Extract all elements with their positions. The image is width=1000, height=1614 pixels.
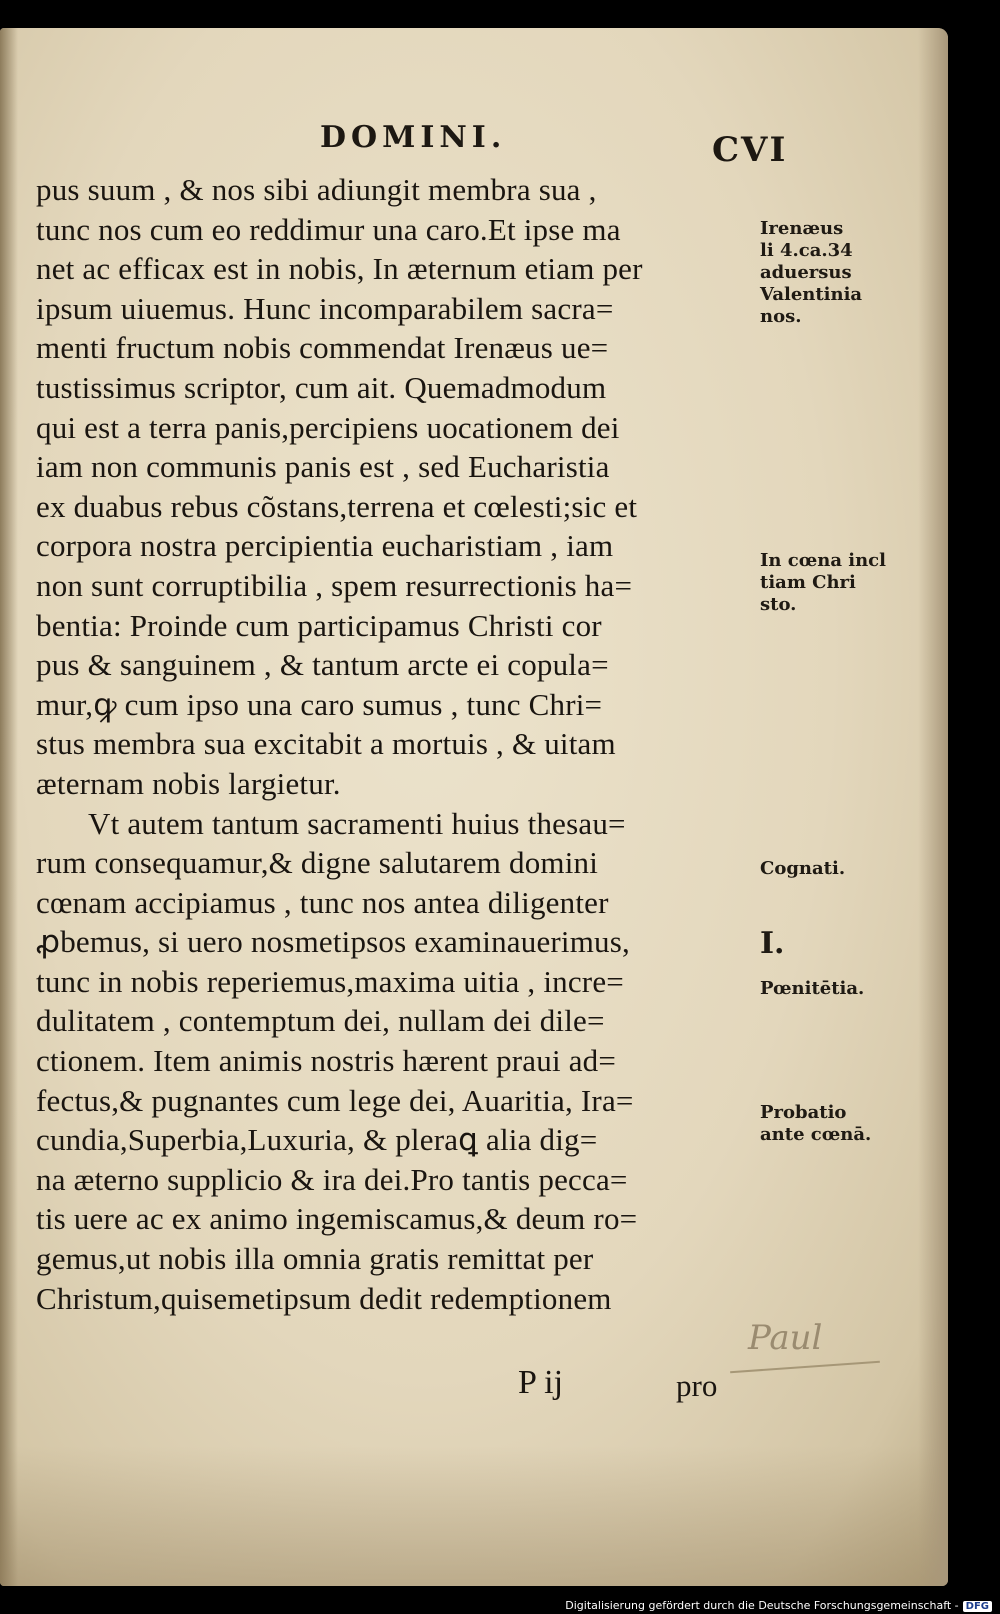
margin-numeral-text: I.: [760, 926, 785, 961]
text-line-29: Christum,quisemetipsum dedit redemptionem: [36, 1280, 612, 1316]
text-line-19: cœnam accipiamus , tunc nos antea diligenter: [36, 884, 609, 920]
digitization-credit: [565, 1599, 992, 1612]
text-line-11: non sunt corruptibilia , spem resurrectionis ha=: [36, 567, 633, 603]
text-line-3: net ac efficax est in nobis, In æternum etiam per: [36, 251, 643, 287]
text-line-2: tunc nos cum eo reddimur una caro.Et ipse ma: [36, 211, 621, 247]
text-line-25: cundia,Superbia,Luxuria, & pleraꝗ alia dig=: [36, 1122, 598, 1158]
text-line-10: corpora nostra percipientia eucharistiam , iam: [36, 528, 614, 564]
margin-note-line: nos.: [760, 306, 802, 327]
dfg-logo: DFG: [963, 1601, 992, 1612]
signature-mark: P ij: [518, 1364, 564, 1401]
text-line-27: tis uere ac ex animo ingemiscamus,& deum ro=: [36, 1201, 638, 1237]
text-line-6: tustissimus scriptor, cum ait. Quemadmodum: [36, 369, 607, 405]
handwritten-note: Paul: [748, 1318, 823, 1358]
credit-text: Digitalisierung gefördert durch die Deutsche Forschungsgemeinschaft -: [565, 1599, 959, 1612]
text-line-1: pus suum , & nos sibi adiungit membra sua ,: [36, 172, 597, 207]
text-line-14: mur,ꝙ cum ipso una caro sumus , tunc Chri=: [36, 686, 603, 722]
page-stain: [0, 1446, 948, 1586]
text-line-15: stus membra sua excitabit a mortuis , & uitam: [36, 726, 616, 762]
margin-numeral: [760, 928, 910, 960]
margin-note-probatio: [760, 1102, 910, 1146]
text-line-5: menti fructum nobis commendat Irenæus ue=: [36, 330, 609, 366]
margin-note-irenaeus: [760, 218, 910, 328]
running-head: DOMINI.: [320, 120, 507, 155]
margin-note-cognatio: [760, 858, 910, 880]
margin-note-line: Irenæus: [760, 218, 844, 239]
margin-note-line: aduersus: [760, 262, 852, 283]
margin-note-line: ante cœnā.: [760, 1124, 872, 1145]
text-line-26: na æterno supplicio & ira dei.Pro tantis pecca=: [36, 1161, 628, 1197]
text-line-7: qui est a terra panis,percipiens uocationem dei: [36, 409, 620, 445]
margin-note-poenitentia: [760, 978, 910, 1000]
margin-note-line: In cœna incl: [760, 550, 886, 571]
margin-note-line: tiam Chri: [760, 572, 856, 593]
catchword: pro: [676, 1368, 718, 1403]
margin-note-coena: [760, 550, 910, 616]
text-line-9: ex duabus rebus cõstans,terrena et cœlesti;sic et: [36, 488, 638, 524]
margin-note-line: Pœnitētia.: [760, 978, 865, 999]
main-text-block: [36, 170, 756, 1318]
book-page: [0, 28, 948, 1586]
folio-number: CVI: [712, 130, 788, 170]
text-line-18: rum consequamur,& digne salutarem domini: [36, 845, 599, 881]
text-line-24: fectus,& pugnantes cum lege dei, Auaritia, Ira=: [36, 1082, 634, 1118]
text-line-22: dulitatem , contemptum dei, nullam dei dile=: [36, 1003, 605, 1039]
text-line-8: iam non communis panis est , sed Eucharistia: [36, 449, 610, 485]
handwritten-underline: [730, 1361, 880, 1373]
text-line-4: ipsum uiuemus. Hunc incomparabilem sacra=: [36, 290, 614, 326]
text-line-20: ꝓbemus, si uero nosmetipsos examinauerimus,: [36, 924, 630, 960]
text-line-21: tunc in nobis reperiemus,maxima uitia , incre=: [36, 963, 624, 999]
text-line-16: æternam nobis largietur.: [36, 765, 341, 801]
text-line-13: pus & sanguinem , & tantum arcte ei copula=: [36, 647, 609, 683]
margin-note-line: Cognati.: [760, 858, 846, 879]
margin-note-line: li 4.ca.34: [760, 240, 853, 261]
text-line-28: gemus,ut nobis illa omnia gratis remittat per: [36, 1241, 594, 1277]
margin-note-line: sto.: [760, 594, 797, 615]
text-line-12: bentia: Proinde cum participamus Christi cor: [36, 607, 602, 643]
text-line-17: Vt autem tantum sacramenti huius thesau=: [88, 805, 626, 841]
margin-note-line: Probatio: [760, 1102, 847, 1123]
text-line-23: ctionem. Item animis nostris hærent praui ad=: [36, 1043, 617, 1079]
margin-note-line: Valentinia: [760, 284, 863, 305]
